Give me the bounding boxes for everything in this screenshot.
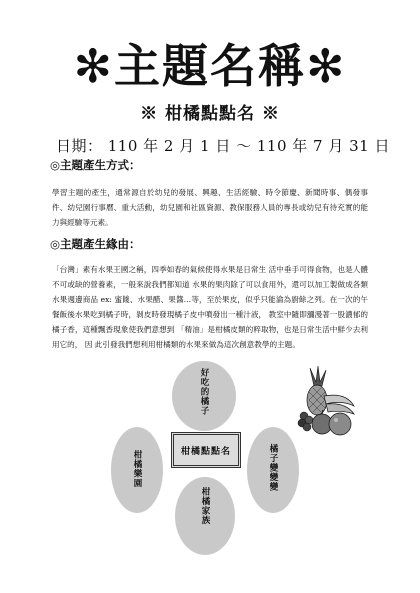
fruit-basket-illustration xyxy=(296,366,356,438)
section-heading-origin: ◎主題產生緣由： xyxy=(50,237,141,251)
web-node-left-label: 柑橘樂園 xyxy=(132,450,142,488)
date-range: 日期： 110 年 2 月 1 日 ～ 110 年 7 月 31 日 xyxy=(56,137,390,155)
theme-subtitle: ※ 柑橘點點名 ※ xyxy=(140,104,280,124)
section-heading-method: ◎主題產生方式： xyxy=(50,158,141,172)
web-node-top-label: 好吃的橘子 xyxy=(199,368,209,416)
web-node-bottom-label: 柑橘家族 xyxy=(200,487,210,525)
page-title: ✻主題名稱✻ xyxy=(73,39,347,93)
web-center-label: 柑橘點點名 xyxy=(180,446,231,457)
method-paragraph: 學習主題的產生，通常源自於幼兒的發展、興趣、生活經驗、時令節慶、新聞時事、偶發事件、幼兒園行事曆、重大活動，幼兒園和社區資源、教保服務人員的專長或幼兒有待充實的能力與經驗等元素。 xyxy=(52,188,368,227)
web-node-right-label: 橘子變變變 xyxy=(268,444,278,492)
origin-paragraph: 「台灣」素有水果王國之稱，四季如春的氣候使得水果是日常生 活中垂手可得食物，也是人體不可或缺的營養素，一般來說我們都知道 水果的果肉除了可以食用外，還可以加工製做成各類水果週邊商品 ex: 蜜餞、水果醋、果醬…等，至於果皮，似乎只能淪為廚餘之列。在一次的午餐飯後水果吃到橘子時，剝皮時發現橘子皮中噴發出一種汁液， 教室中隨即瀰漫著一股濃郁的橘子香，這種飄香現象使我們意想到 「精油」是柑橘皮類的粹取物，也是日常生活中鮮少去利用它的， 因 此引發我們想利用柑橘類的水果來做為這次創意教學的主題。 xyxy=(52,265,368,349)
web-center-box xyxy=(171,432,241,468)
